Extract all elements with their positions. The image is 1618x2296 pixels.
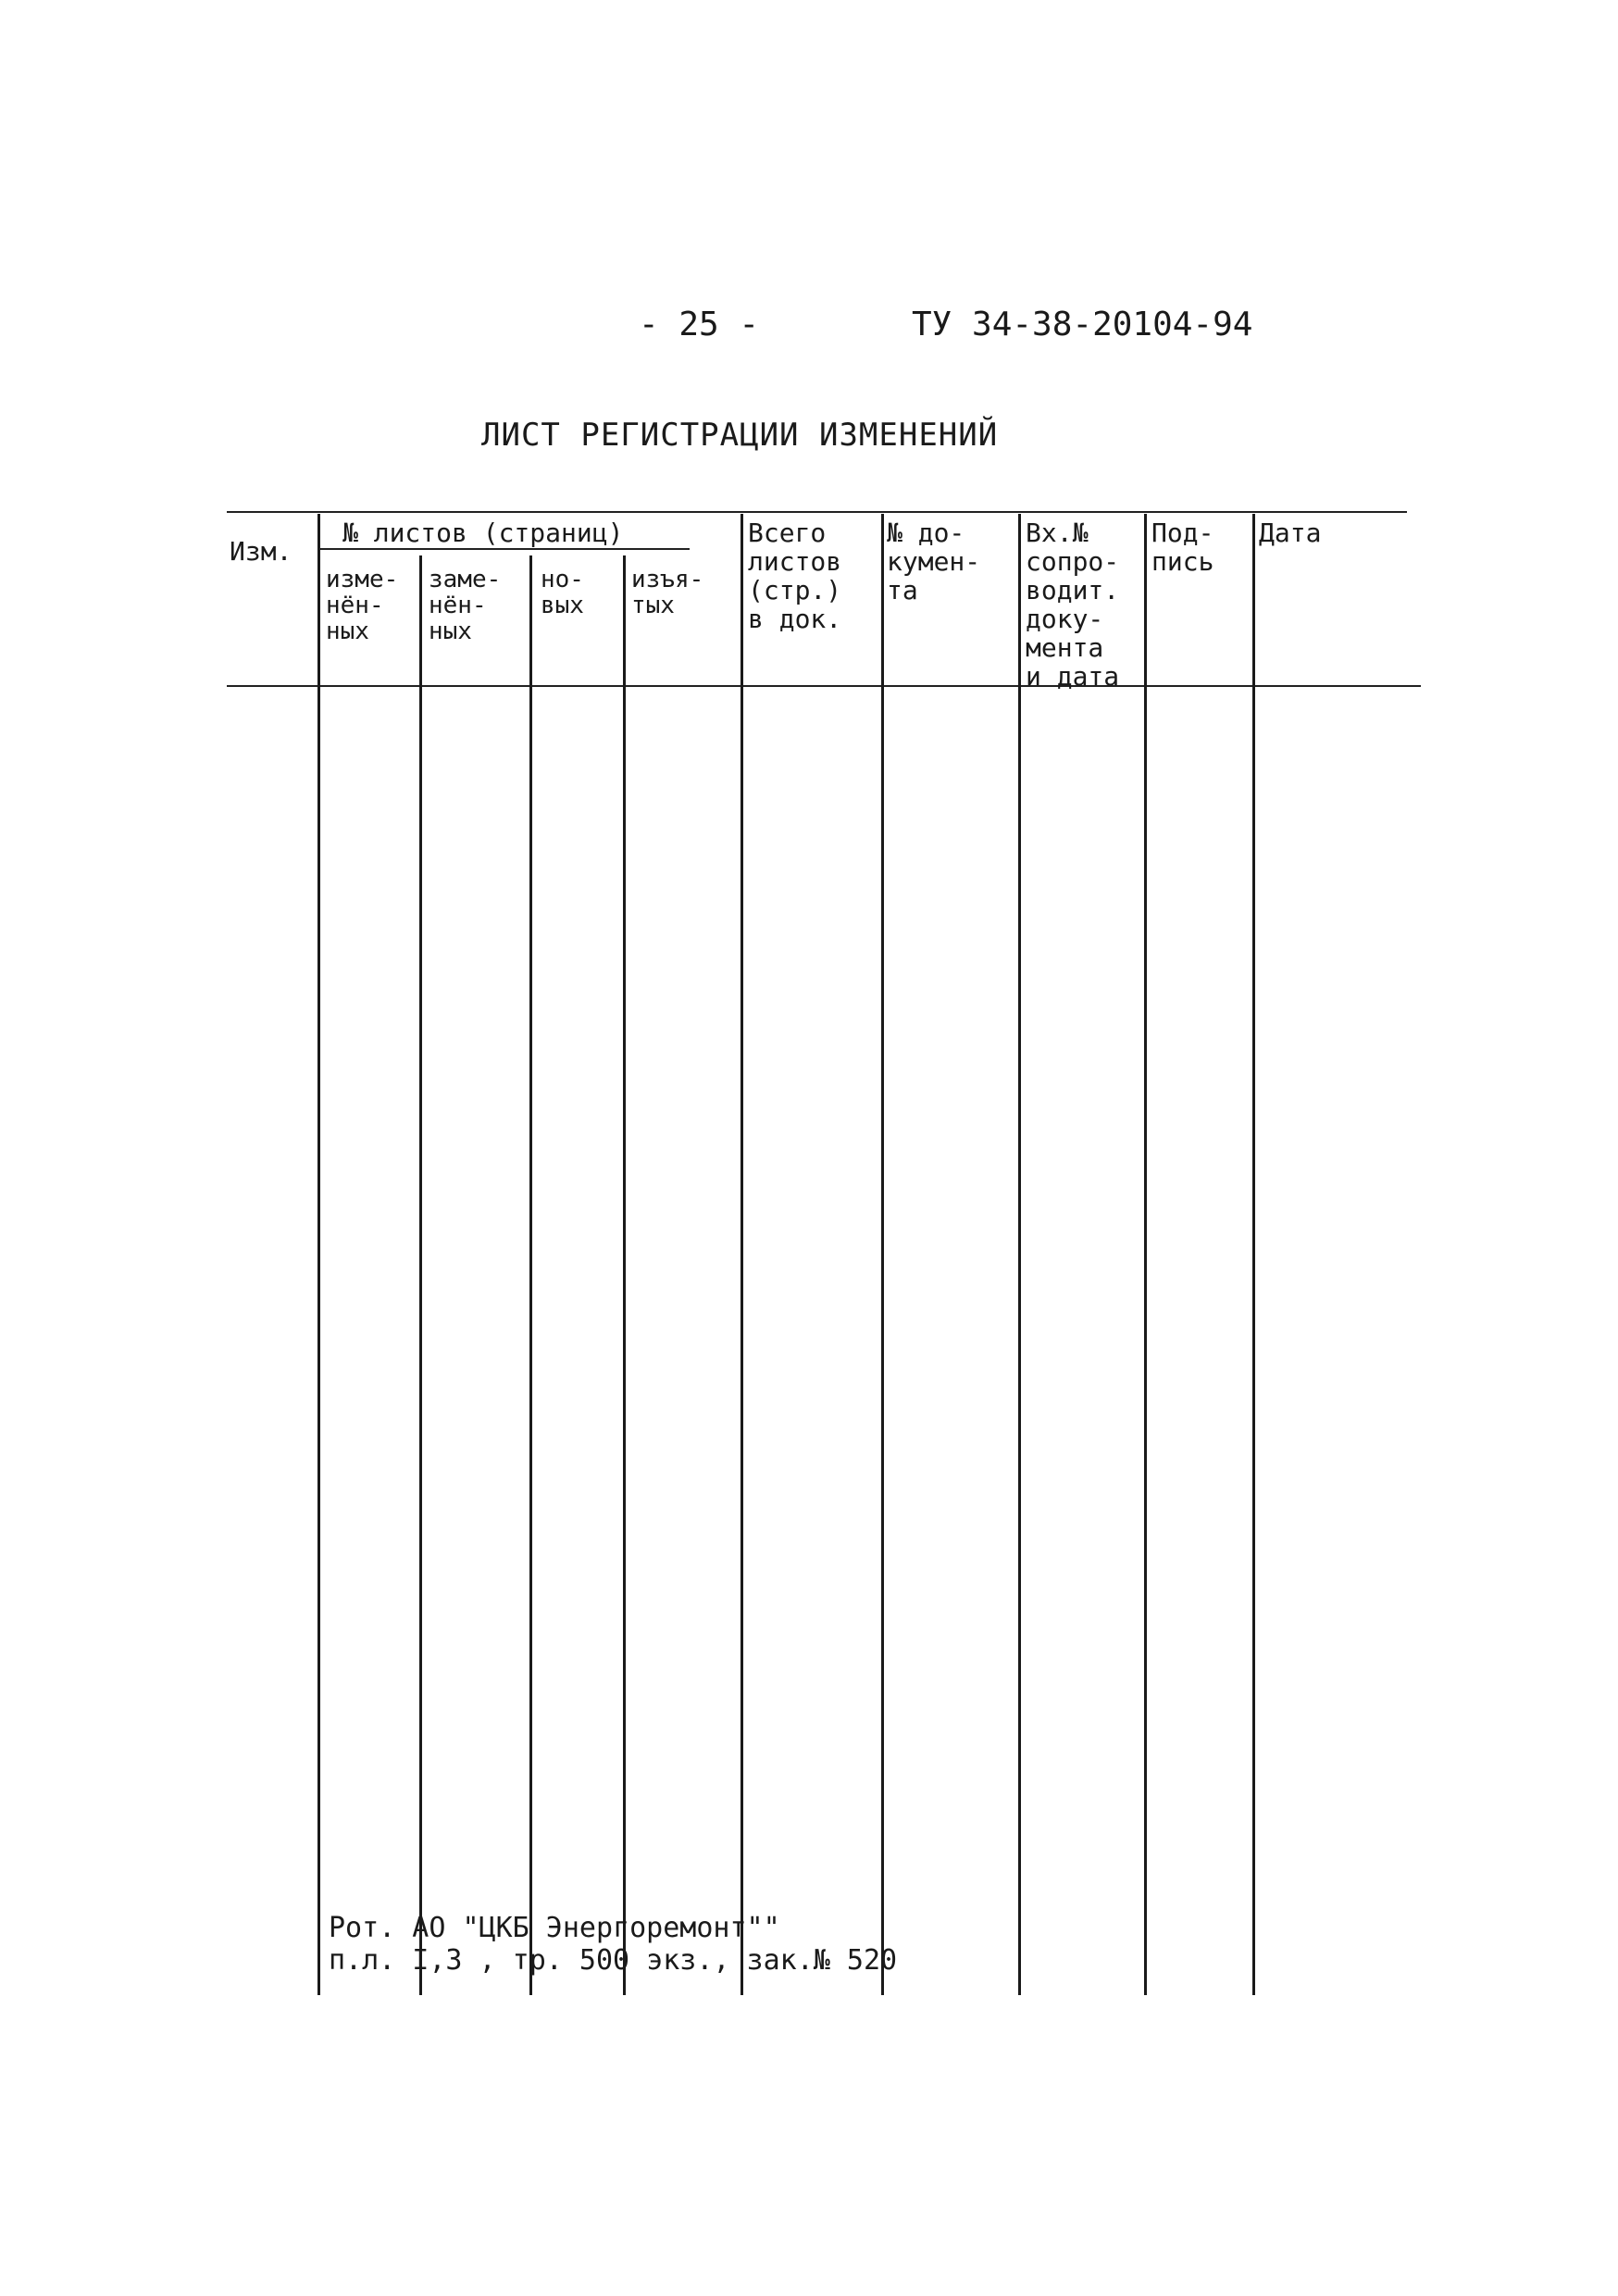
header-sheet-numbers-group: № листов (страниц)	[342, 518, 624, 548]
document-code: ТУ 34-38-20104-94	[912, 306, 1253, 343]
header-new: но- вых	[541, 566, 584, 619]
header-izm: Изм.	[230, 536, 292, 567]
print-info-line-1: Рот. АО "ЦКБ Энергоремонт""	[329, 1912, 780, 1944]
header-replaced: заме- нён- ных	[429, 566, 502, 645]
column-divider-1	[317, 514, 320, 1995]
group-header-rule	[319, 548, 690, 550]
page-number: - 25 -	[639, 306, 760, 343]
header-total-sheets: Всего листов (стр.) в док.	[748, 518, 842, 634]
column-divider-4	[623, 555, 626, 1995]
header-removed: изъя- тых	[631, 566, 704, 619]
table-header-bottom-rule	[227, 685, 1421, 687]
column-divider-3	[529, 555, 532, 1995]
column-divider-7	[1018, 514, 1021, 1995]
column-divider-9	[1252, 514, 1255, 1995]
header-date: Дата	[1259, 518, 1322, 548]
header-signature: Под- пись	[1151, 518, 1214, 577]
column-divider-2	[419, 555, 422, 1995]
column-divider-6	[881, 514, 884, 1995]
column-divider-8	[1144, 514, 1147, 1995]
page-title: ЛИСТ РЕГИСТРАЦИИ ИЗМЕНЕНИЙ	[481, 417, 999, 454]
column-divider-5	[741, 514, 743, 1995]
table-top-rule	[227, 511, 1407, 513]
header-document-number: № до- кумен- та	[887, 518, 981, 605]
header-incoming-number: Вх.№ сопро- водит. доку- мента и дата	[1026, 518, 1120, 692]
header-changed: изме- нён- ных	[326, 566, 399, 645]
print-info-line-2: п.л. I,3 , тр. 500 экз., зак.№ 520	[329, 1944, 898, 1977]
